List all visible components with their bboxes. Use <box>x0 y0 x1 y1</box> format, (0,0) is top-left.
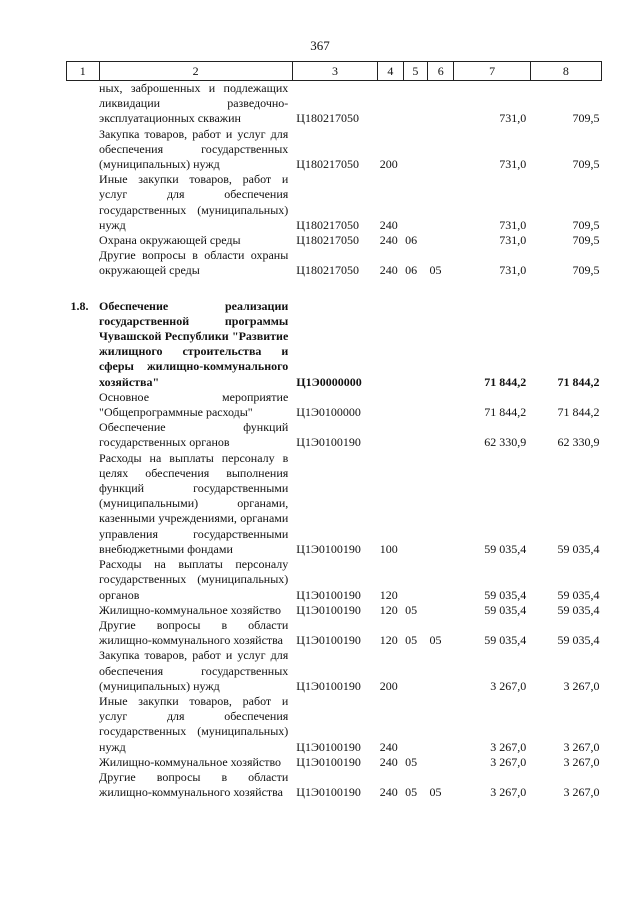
row-code-cell: Ц1Э0100190 <box>296 739 361 754</box>
row-subsection-cell <box>428 299 454 390</box>
row-expense-type-cell: 100 <box>379 541 398 556</box>
row-section-cell: 05 <box>405 754 418 769</box>
column-header-4: 4 <box>378 62 403 81</box>
row-number-cell <box>67 557 100 603</box>
row-expense-type-cell: 240 <box>379 785 398 800</box>
row-name-cell: Основное мероприятие "Общепрограммные расходы" <box>99 389 289 420</box>
row-amount-col7-cell: 59 035,4 <box>484 587 527 602</box>
row-subsection-cell <box>428 557 454 603</box>
row-code-cell: Ц180217050 <box>296 217 359 232</box>
row-amount-col7-cell: 59 035,4 <box>484 633 527 648</box>
row-amount-col7-cell: 59 035,4 <box>484 602 527 617</box>
row-name-cell: ных, заброшенных и подлежащих ликвидации разведочно-эксплуатационных скважин <box>99 81 289 126</box>
row-number-cell <box>67 770 100 800</box>
row-subsection-cell: 05 <box>429 785 442 800</box>
column-header-7: 7 <box>454 62 530 81</box>
row-code-cell: Ц1Э0100190 <box>296 541 361 556</box>
table-row <box>67 390 602 420</box>
column-header-5: 5 <box>403 62 427 81</box>
row-section-cell <box>403 299 427 390</box>
row-section-cell <box>403 390 427 420</box>
column-header-1: 1 <box>67 62 100 81</box>
row-section-cell <box>403 420 427 450</box>
row-code-cell: Ц1Э0100190 <box>296 754 361 769</box>
row-number-cell <box>67 172 100 233</box>
row-expense-type-cell <box>378 420 403 450</box>
row-amount-col7-cell: 3 267,0 <box>490 739 527 754</box>
row-name-cell: Обеспечение реализации государственной программы Чувашской Республики "Развитие жилищного строительства и сферы жилищно-коммунального хозяйства" <box>99 298 289 389</box>
row-name-cell: Иные закупки товаров, работ и услуг для обеспечения государственных (муниципальных) нужд <box>99 172 289 232</box>
row-section-cell: 06 <box>405 263 418 278</box>
row-section-cell <box>403 648 427 694</box>
row-code-cell: Ц1Э0100190 <box>296 435 361 450</box>
row-number-cell <box>67 248 100 278</box>
row-expense-type-cell: 200 <box>379 157 398 172</box>
row-amount-col7-cell: 71 844,2 <box>484 374 527 389</box>
row-name-cell: Закупка товаров, работ и услуг для обеспечения государственных (муниципальных) нужд <box>99 126 289 172</box>
row-code-cell: Ц180217050 <box>296 111 359 126</box>
row-expense-type-cell: 240 <box>379 739 398 754</box>
row-subsection-cell: 05 <box>429 263 442 278</box>
row-subsection-cell <box>428 420 454 450</box>
row-number-cell <box>67 81 100 127</box>
row-name-cell: Другие вопросы в области жилищно-коммунального хозяйства <box>99 769 289 800</box>
table-row <box>67 299 602 390</box>
row-amount-col8-cell: 3 267,0 <box>563 678 600 693</box>
row-amount-col8-cell: 709,5 <box>572 263 600 278</box>
row-subsection-cell <box>428 233 454 248</box>
row-amount-col7-cell: 59 035,4 <box>484 541 527 556</box>
row-amount-col7-cell: 731,0 <box>499 111 527 126</box>
row-amount-col7-cell: 731,0 <box>499 217 527 232</box>
row-subsection-cell: 05 <box>429 633 442 648</box>
row-number-cell <box>67 127 100 173</box>
row-amount-col8-cell: 709,5 <box>572 157 600 172</box>
row-section-cell: 05 <box>405 602 418 617</box>
row-amount-col8-cell: 709,5 <box>572 233 600 248</box>
row-code-cell: Ц1Э0100190 <box>296 785 361 800</box>
row-name-cell: Закупка товаров, работ и услуг для обеспечения государственных (муниципальных) нужд <box>99 648 289 693</box>
row-amount-col7-cell: 71 844,2 <box>484 405 527 420</box>
column-header-3: 3 <box>292 62 377 81</box>
budget-table <box>66 61 602 800</box>
row-section-cell <box>403 127 427 173</box>
row-section-cell <box>403 81 427 127</box>
row-section-cell <box>403 451 427 557</box>
row-amount-col8-cell: 709,5 <box>572 111 600 126</box>
row-code-cell: Ц1Э0100190 <box>296 633 361 648</box>
row-amount-col8-cell: 59 035,4 <box>557 602 600 617</box>
row-section-cell: 06 <box>405 233 418 248</box>
row-name-cell: Иные закупки товаров, работ и услуг для обеспечения государственных (муниципальных) нужд <box>99 693 289 754</box>
row-section-cell <box>403 557 427 603</box>
row-subsection-cell <box>428 603 454 618</box>
row-code-cell: Ц1Э0100190 <box>296 587 361 602</box>
table-header-row <box>67 62 602 81</box>
row-number-cell <box>67 233 100 248</box>
row-name-cell: Расходы на выплаты персоналу государственных (муниципальных) органов <box>99 557 289 602</box>
row-number-cell <box>67 390 100 420</box>
table-row <box>67 603 602 618</box>
row-amount-col7-cell: 731,0 <box>499 263 527 278</box>
table-row <box>67 81 602 127</box>
row-name-cell: Жилищно-коммунальное хозяйство <box>99 754 282 769</box>
row-number-cell <box>67 618 100 648</box>
row-amount-col8-cell: 59 035,4 <box>557 633 600 648</box>
table-row <box>67 420 602 450</box>
page-number: 367 <box>310 38 330 53</box>
row-subsection-cell <box>428 172 454 233</box>
table-row <box>67 172 602 233</box>
row-amount-col7-cell: 62 330,9 <box>484 435 527 450</box>
row-code-cell: Ц1Э0100190 <box>296 678 361 693</box>
row-expense-type-cell <box>378 390 403 420</box>
row-amount-col7-cell: 3 267,0 <box>490 754 527 769</box>
row-expense-type-cell: 240 <box>379 217 398 232</box>
table-row <box>67 451 602 557</box>
row-name-cell: Расходы на выплаты персоналу в целях обеспечения выполнения функций государственными (муниципальными) органами, казенными учреждениями, органами управления государственными внебюджетными фондами <box>99 450 289 556</box>
row-subsection-cell <box>428 127 454 173</box>
table-body <box>67 81 602 801</box>
row-expense-type-cell: 120 <box>379 633 398 648</box>
row-section-cell: 05 <box>405 785 418 800</box>
row-expense-type-cell: 240 <box>379 754 398 769</box>
row-section-cell: 05 <box>405 633 418 648</box>
row-number-cell <box>67 420 100 450</box>
row-code-cell: Ц180217050 <box>296 263 359 278</box>
row-number-cell <box>67 451 100 557</box>
row-section-cell <box>403 694 427 755</box>
row-amount-col8-cell: 59 035,4 <box>557 541 600 556</box>
row-expense-type-cell: 120 <box>379 602 398 617</box>
table-row <box>67 127 602 173</box>
row-expense-type-cell <box>378 299 403 390</box>
row-expense-type-cell: 240 <box>379 233 398 248</box>
row-amount-col7-cell: 3 267,0 <box>490 785 527 800</box>
row-number-cell: 1.8. <box>70 298 89 313</box>
row-subsection-cell <box>428 648 454 694</box>
table-row <box>67 648 602 694</box>
row-name-cell: Жилищно-коммунальное хозяйство <box>99 602 282 617</box>
table-row <box>67 618 602 648</box>
row-name-cell: Другие вопросы в области жилищно-коммунального хозяйства <box>99 617 289 648</box>
section-spacer <box>67 279 602 299</box>
column-header-8: 8 <box>530 62 601 81</box>
table-row <box>67 770 602 800</box>
row-name-cell: Охрана окружающей среды <box>99 233 241 248</box>
row-code-cell: Ц180217050 <box>296 233 359 248</box>
row-subsection-cell <box>428 694 454 755</box>
row-amount-col8-cell: 71 844,2 <box>557 374 600 389</box>
row-expense-type-cell: 240 <box>379 263 398 278</box>
row-expense-type-cell: 120 <box>379 587 398 602</box>
row-amount-col8-cell: 3 267,0 <box>563 739 600 754</box>
table-row <box>67 248 602 278</box>
column-header-2: 2 <box>99 62 292 81</box>
row-code-cell: Ц180217050 <box>296 157 359 172</box>
row-amount-col8-cell: 62 330,9 <box>557 435 600 450</box>
row-amount-col8-cell: 709,5 <box>572 217 600 232</box>
row-number-cell <box>67 648 100 694</box>
row-code-cell: Ц1Э0000000 <box>296 374 362 389</box>
row-expense-type-cell <box>378 81 403 127</box>
row-amount-col8-cell: 3 267,0 <box>563 785 600 800</box>
table-row <box>67 755 602 770</box>
row-amount-col7-cell: 3 267,0 <box>490 678 527 693</box>
row-code-cell: Ц1Э0100000 <box>296 405 361 420</box>
row-number-cell <box>67 694 100 755</box>
row-code-cell: Ц1Э0100190 <box>296 602 361 617</box>
table-row <box>67 694 602 755</box>
row-number-cell <box>67 755 100 770</box>
row-section-cell <box>403 172 427 233</box>
row-amount-col7-cell: 731,0 <box>499 157 527 172</box>
row-amount-col8-cell: 71 844,2 <box>557 405 600 420</box>
row-amount-col8-cell: 3 267,0 <box>563 754 600 769</box>
table-row <box>67 233 602 248</box>
row-amount-col8-cell: 59 035,4 <box>557 587 600 602</box>
row-name-cell: Обеспечение функций государственных органов <box>99 420 289 450</box>
column-header-6: 6 <box>428 62 454 81</box>
table-row <box>67 557 602 603</box>
row-expense-type-cell: 200 <box>379 678 398 693</box>
row-subsection-cell <box>428 451 454 557</box>
row-subsection-cell <box>428 390 454 420</box>
row-number-cell <box>67 603 100 618</box>
row-subsection-cell <box>428 755 454 770</box>
row-subsection-cell <box>428 81 454 127</box>
row-amount-col7-cell: 731,0 <box>499 233 527 248</box>
row-name-cell: Другие вопросы в области охраны окружающей среды <box>99 248 289 278</box>
